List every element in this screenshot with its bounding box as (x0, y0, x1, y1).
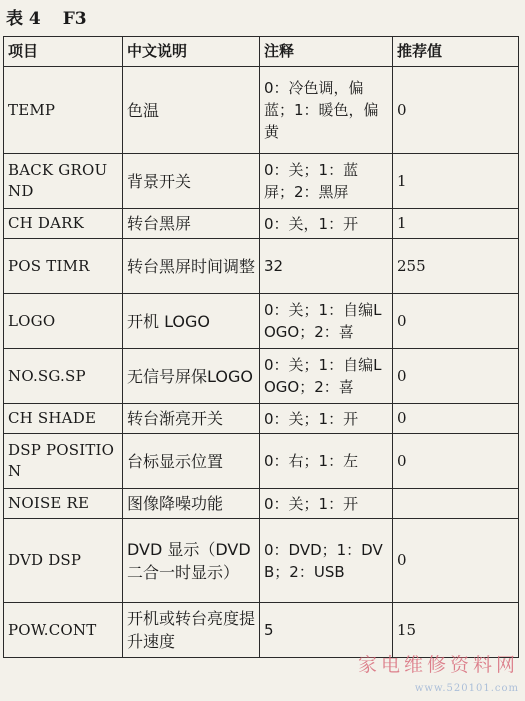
cell-rec: 0 (393, 519, 519, 603)
cell-note: 0：关；1：蓝屏；2：黑屏 (260, 154, 393, 209)
table-row (4, 294, 519, 349)
cell-note: 0：关，1：开 (260, 209, 393, 239)
cell-note: 0：冷色调，偏蓝；1：暖色，偏黄 (260, 67, 393, 154)
cell-rec: 0 (393, 349, 519, 404)
table-caption (6, 4, 87, 34)
table-row (4, 603, 519, 658)
cell-note: 0：右；1：左 (260, 434, 393, 489)
cell-rec: 0 (393, 404, 519, 434)
table-body (4, 67, 519, 658)
cell-note: 0：关；1：开 (260, 404, 393, 434)
cell-note: 5 (260, 603, 393, 658)
cell-desc: DVD 显示（DVD 二合一时显示） (123, 519, 260, 603)
table-row (4, 434, 519, 489)
cell-rec (393, 489, 519, 519)
cell-desc: 转台黑屏时间调整 (123, 239, 260, 294)
cell-desc: 无信号屏保LOGO (123, 349, 260, 404)
table-row (4, 489, 519, 519)
cell-item: POW.CONT (4, 603, 123, 658)
caption-number: 4 (28, 9, 41, 29)
cell-rec: 255 (393, 239, 519, 294)
cell-item: TEMP (4, 67, 123, 154)
cell-desc: 开机或转台亮度提升速度 (123, 603, 260, 658)
cell-item: CH DARK (4, 209, 123, 239)
cell-note: 0：关；1：开 (260, 489, 393, 519)
caption-label: 表 (6, 9, 23, 29)
cell-item: NOISE RE (4, 489, 123, 519)
table-row (4, 404, 519, 434)
cell-desc: 转台渐亮开关 (123, 404, 260, 434)
cell-rec: 0 (393, 294, 519, 349)
table-row (4, 239, 519, 294)
table-row (4, 349, 519, 404)
watermark (357, 653, 519, 694)
table-row (4, 209, 519, 239)
watermark-url: www.520101.com (414, 683, 519, 694)
table-row (4, 154, 519, 209)
cell-rec: 1 (393, 154, 519, 209)
parameter-table (3, 36, 519, 658)
cell-desc: 开机 LOGO (123, 294, 260, 349)
header-item: 项目 (4, 37, 123, 67)
cell-note: 0：DVD；1：DVB；2：USB (260, 519, 393, 603)
cell-item: CH SHADE (4, 404, 123, 434)
cell-note: 0：关；1：自编LOGO；2：喜 (260, 294, 393, 349)
cell-note: 0：关；1：自编LOGO；2：喜 (260, 349, 393, 404)
cell-rec: 0 (393, 434, 519, 489)
table-row (4, 67, 519, 154)
cell-rec: 1 (393, 209, 519, 239)
cell-desc: 台标显示位置 (123, 434, 260, 489)
cell-desc: 转台黑屏 (123, 209, 260, 239)
table-row (4, 519, 519, 603)
header-rec: 推荐值 (393, 37, 519, 67)
table-header-row (4, 37, 519, 67)
cell-rec: 15 (393, 603, 519, 658)
cell-desc: 图像降噪功能 (123, 489, 260, 519)
cell-item: POS TIMR (4, 239, 123, 294)
cell-item: DVD DSP (4, 519, 123, 603)
cell-note: 32 (260, 239, 393, 294)
caption-id: F3 (62, 9, 87, 29)
watermark-text: 家电维修资料网 (357, 654, 519, 676)
cell-desc: 背景开关 (123, 154, 260, 209)
cell-item: BACK GROUND (4, 154, 123, 209)
header-note: 注释 (260, 37, 393, 67)
cell-item: DSP POSITION (4, 434, 123, 489)
cell-item: LOGO (4, 294, 123, 349)
cell-rec: 0 (393, 67, 519, 154)
cell-desc: 色温 (123, 67, 260, 154)
header-desc: 中文说明 (123, 37, 260, 67)
cell-item: NO.SG.SP (4, 349, 123, 404)
